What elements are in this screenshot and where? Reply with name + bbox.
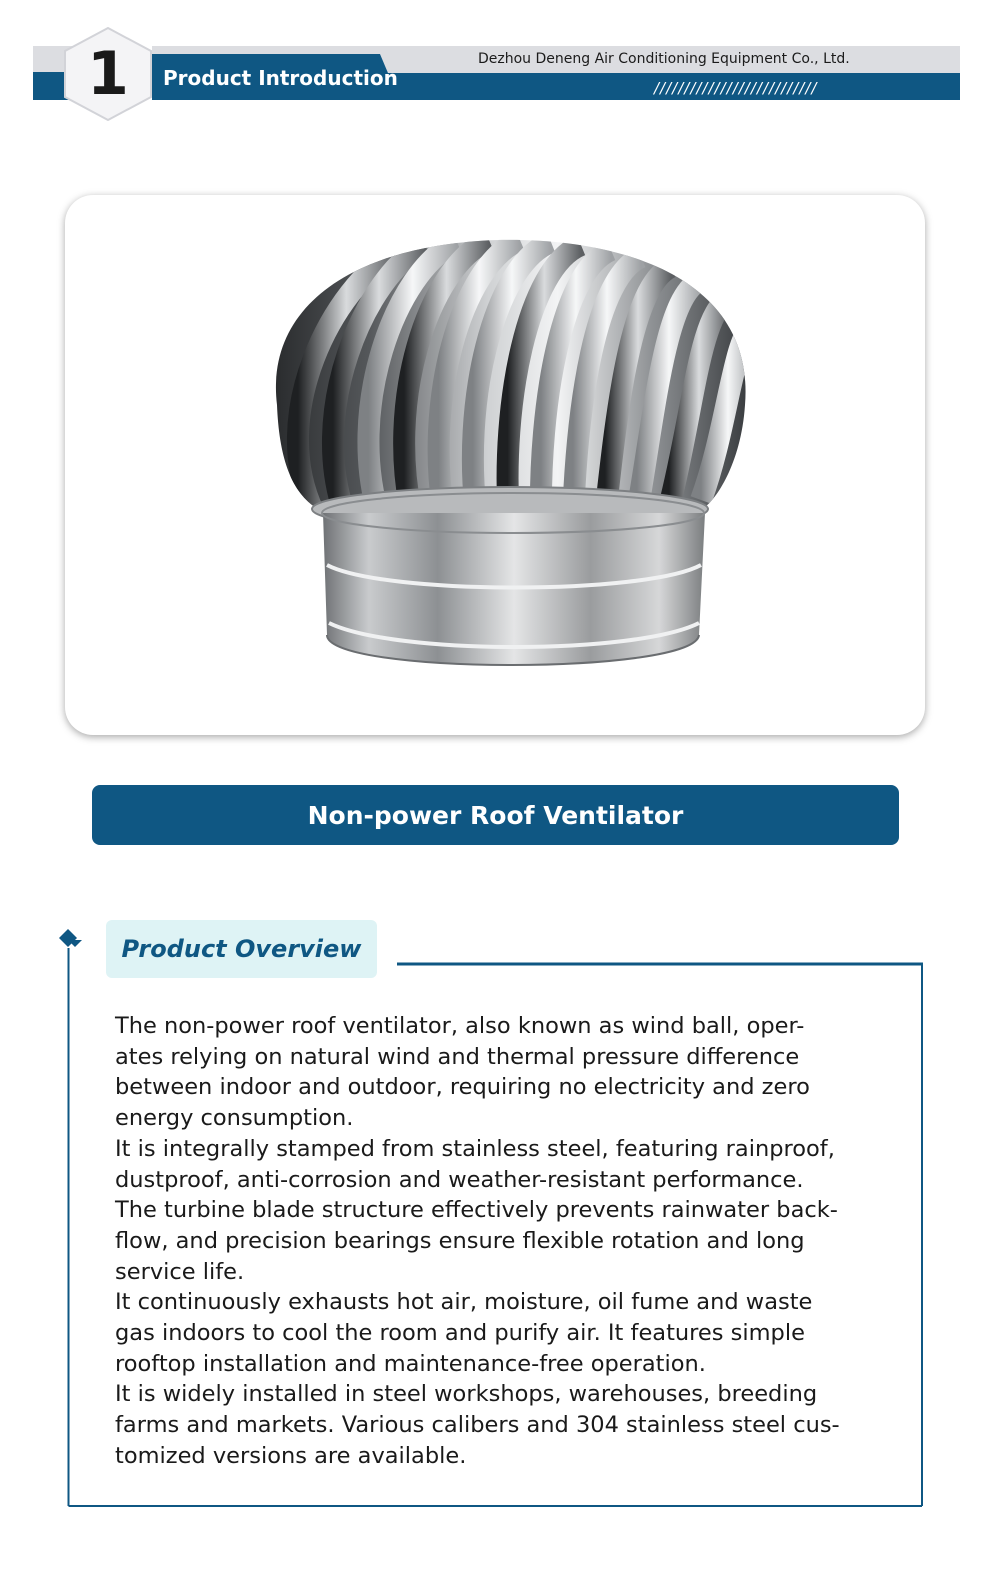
section-number: 1: [87, 39, 129, 109]
overview-heading: Product Overview: [121, 935, 362, 963]
overview-line: gas indoors to cool the room and purify air. It features simple: [115, 1320, 805, 1347]
overview-line: between indoor and outdoor, requiring no electricity and zero: [115, 1074, 810, 1101]
overview-line: dustproof, anti-corrosion and weather-resistant performance.: [115, 1166, 804, 1193]
overview-line: farms and markets. Various calibers and 304 stainless steel cus-: [115, 1412, 840, 1439]
diamond-icon: [59, 929, 77, 947]
overview-line: It is widely installed in steel workshops, warehouses, breeding: [115, 1381, 818, 1408]
section-title: Product Introduction: [163, 66, 398, 90]
overview-line: ates relying on natural wind and thermal pressure difference: [115, 1043, 800, 1070]
decorative-slashes: ///////////////////////////: [654, 79, 818, 97]
product-photo-card: [65, 195, 925, 735]
overview-line: energy consumption.: [115, 1105, 354, 1132]
product-name-banner: [92, 785, 899, 845]
overview-line: service life.: [115, 1258, 245, 1285]
overview-line: tomized versions are available.: [115, 1442, 467, 1469]
product-name: Non-power Roof Ventilator: [307, 800, 684, 830]
overview-line: rooftop installation and maintenance-free operation.: [115, 1350, 706, 1377]
overview-line: It continuously exhausts hot air, moisture, oil fume and waste: [115, 1289, 813, 1316]
overview-heading-tab: [106, 920, 377, 978]
company-name: Dezhou Deneng Air Conditioning Equipment Co., Ltd.: [478, 51, 850, 67]
overview-line: flow, and precision bearings ensure flexible rotation and long: [115, 1227, 805, 1254]
overview-text: [115, 1011, 885, 1472]
overview-line: It is integrally stamped from stainless steel, featuring rainproof,: [115, 1135, 835, 1162]
overview-line: The turbine blade structure effectively prevents rainwater back-: [115, 1197, 838, 1224]
product-photo: [65, 195, 925, 735]
overview-line: The non-power roof ventilator, also known as wind ball, oper-: [115, 1013, 805, 1039]
